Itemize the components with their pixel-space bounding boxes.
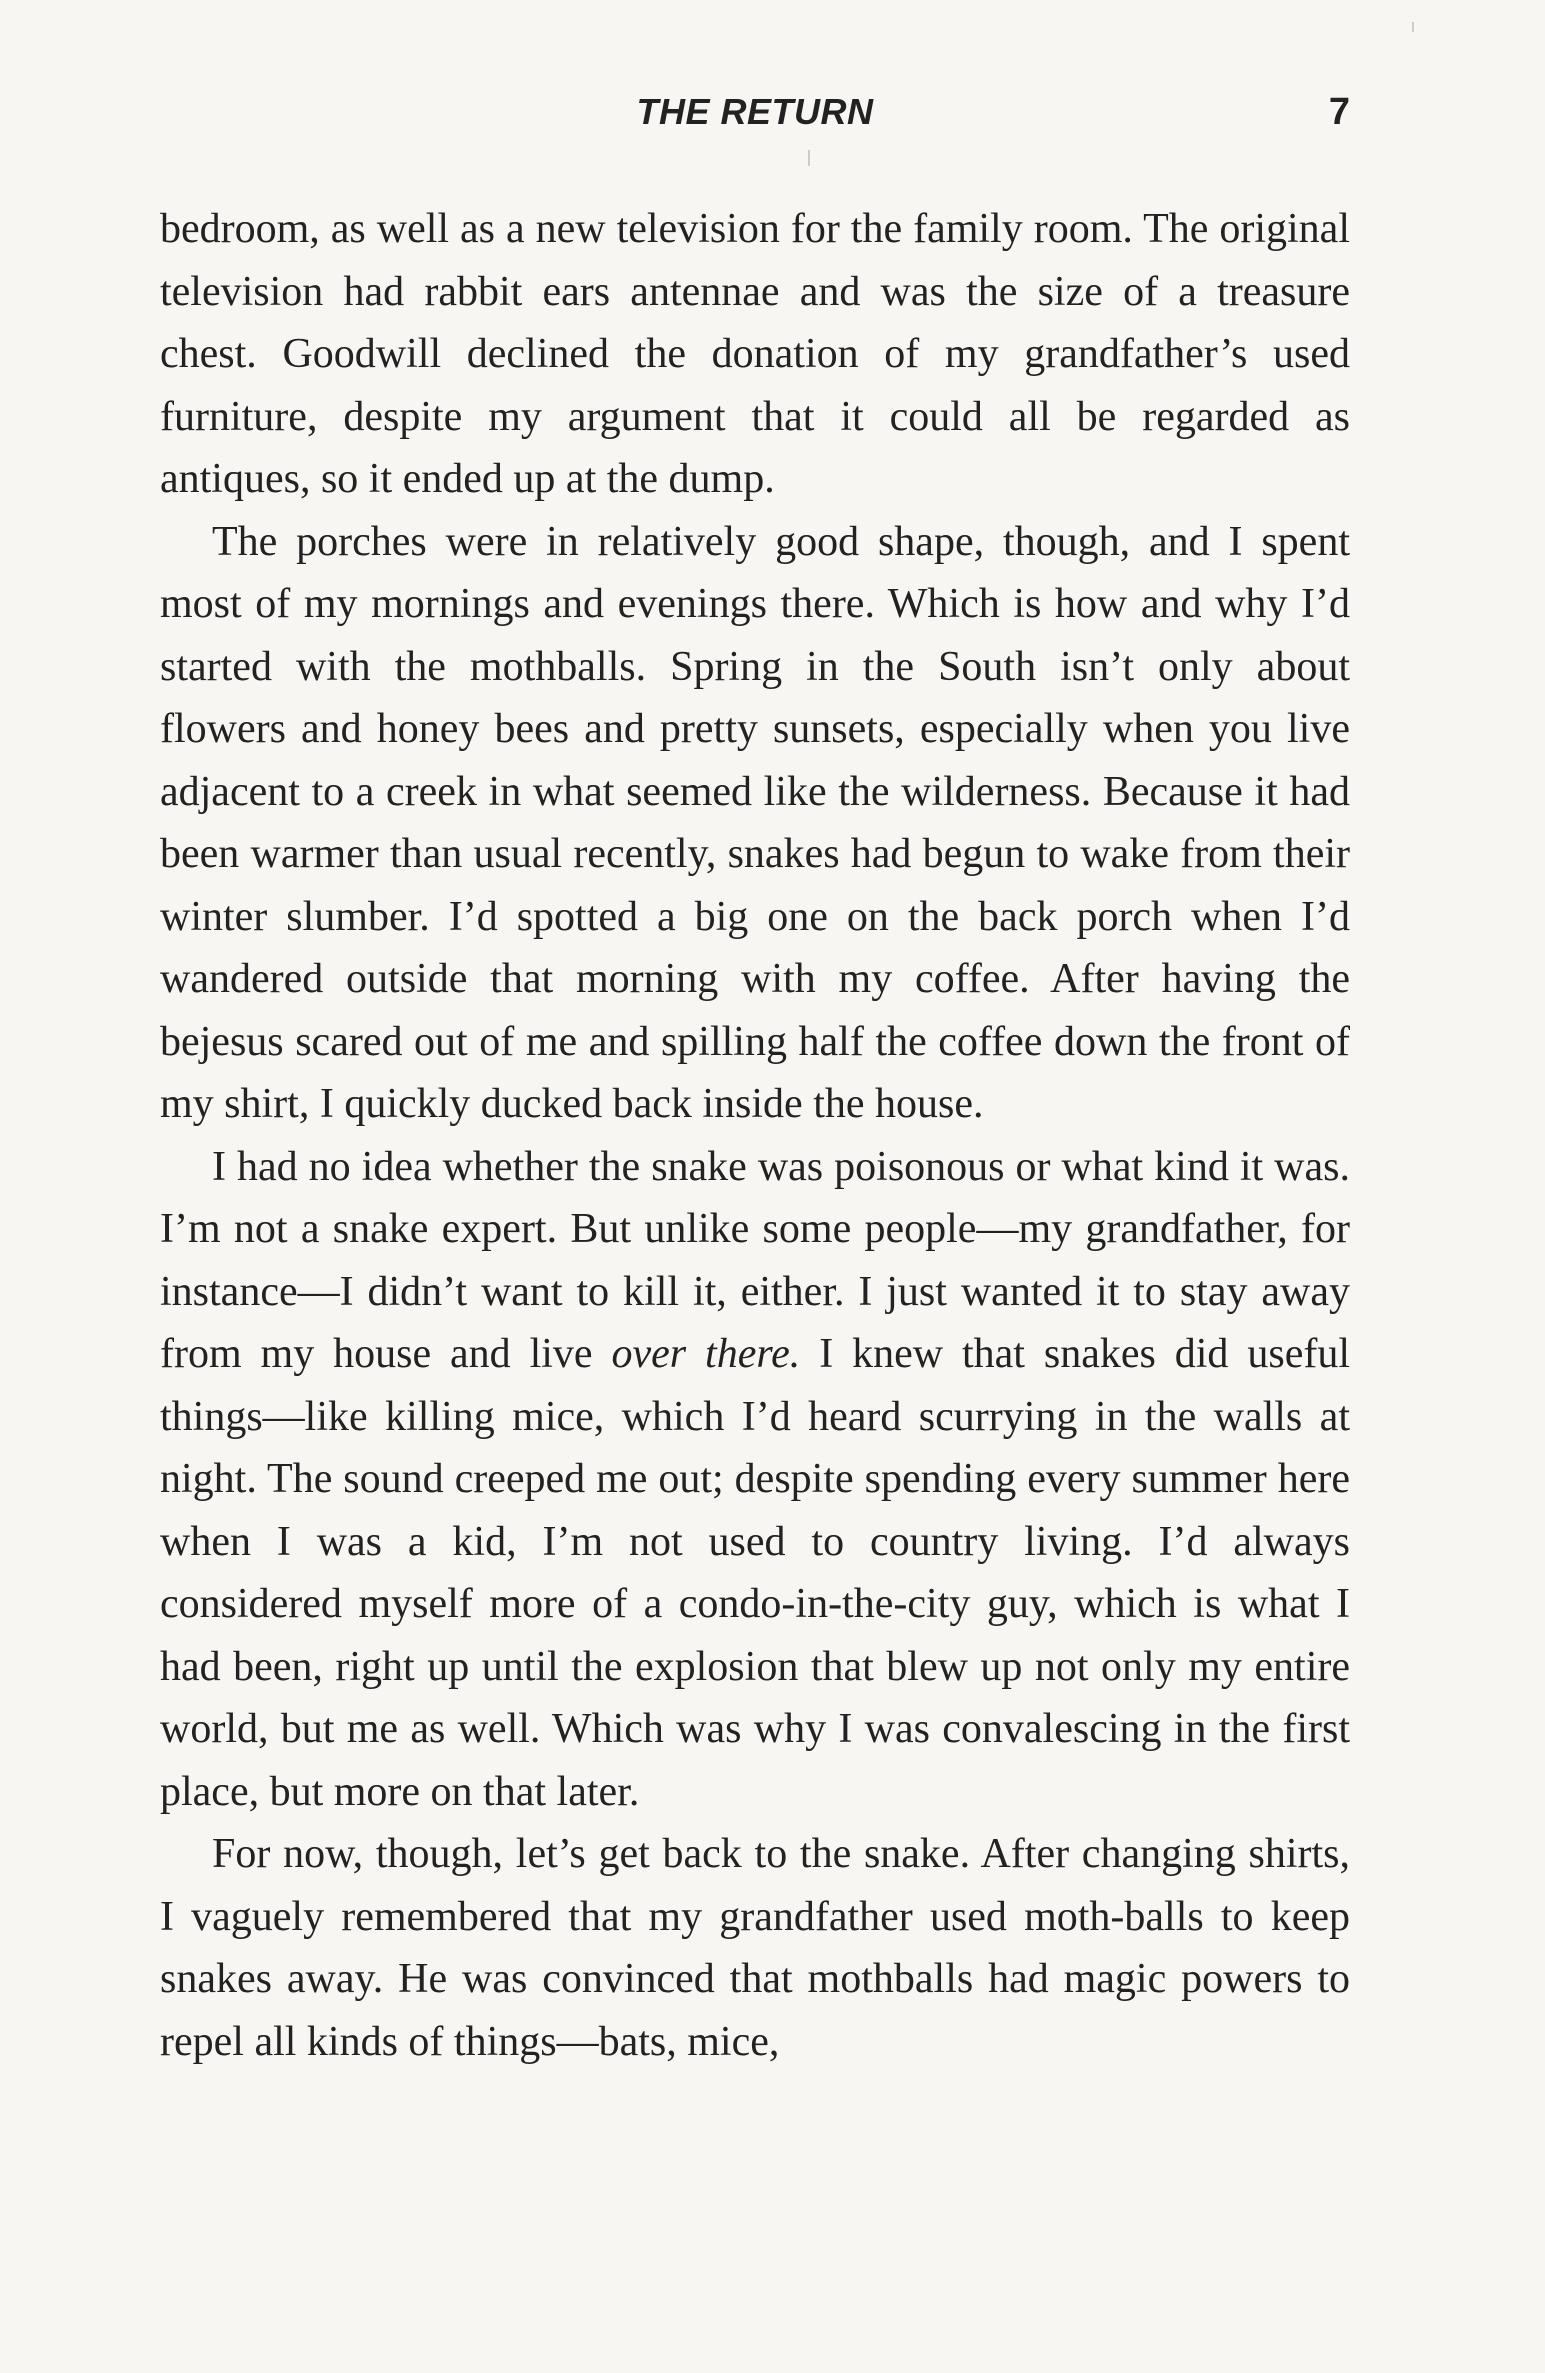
paragraph-3: [160, 1136, 1350, 1824]
scan-speck: [808, 150, 810, 166]
paragraph-2: The porches were in relatively good shape, though, and I spent most of my mornings and evenings there. Which is how and why I’d started with the mothballs. Spring in the South isn’t only about flowers and honey bees and pretty sunsets, especially when you live adjacent to a creek in what seemed like the wilderness. Because it had been warmer than usual recently, snakes had begun to wake from their winter slumber. I’d spotted a big one on the back porch when I’d wandered outside that morning with my coffee. After having the bejesus scared out of me and spilling half the coffee down the front of my shirt, I quickly ducked back inside the house.: [160, 518, 1350, 1127]
paragraph-3-end: I knew that snakes did useful things—like killing mice, which I’d heard scurrying in the walls at night. The sound creeped me out; despite spending every summer here when I was a kid, I’m not used to country living. I’d always considered myself more of a condo-in-the-city guy, which is what I had been, right up until the explosion that blew up not only my entire world, but me as well. Which was why I was convalescing in the first place, but more on that later.: [160, 1331, 1350, 1815]
paragraph-1: bedroom, as well as a new television for the family room. The original television had rabbit ears antennae and was the size of a treasure chest. Goodwill declined the donation of my grandfather’s used furniture, despite my argument that it could all be regarded as antiques, so it ended up at the dump.: [160, 206, 1350, 502]
paragraph-4: For now, though, let’s get back to the snake. After changing shirts, I vaguely remembered that my grandfather used moth-balls to keep snakes away. He was convinced that mothballs had magic powers to repel all kinds of things—bats, mice,: [160, 1831, 1350, 2065]
paragraph-3-emphasis: over there.: [611, 1331, 801, 1377]
chapter-title: THE RETURN: [636, 91, 874, 132]
body-text: [160, 198, 1350, 2073]
running-header: [160, 82, 1350, 142]
paragraph-3-start: I had no idea whether the snake was poisonous or what kind it was. I’m not a snake expert. But unlike some people—my grandfather, for instance—I didn’t want to kill it, either. I just wanted it to stay away from my house and live: [160, 1143, 1350, 1377]
scan-speck: [1412, 22, 1414, 32]
page-number: 7: [1328, 91, 1350, 133]
